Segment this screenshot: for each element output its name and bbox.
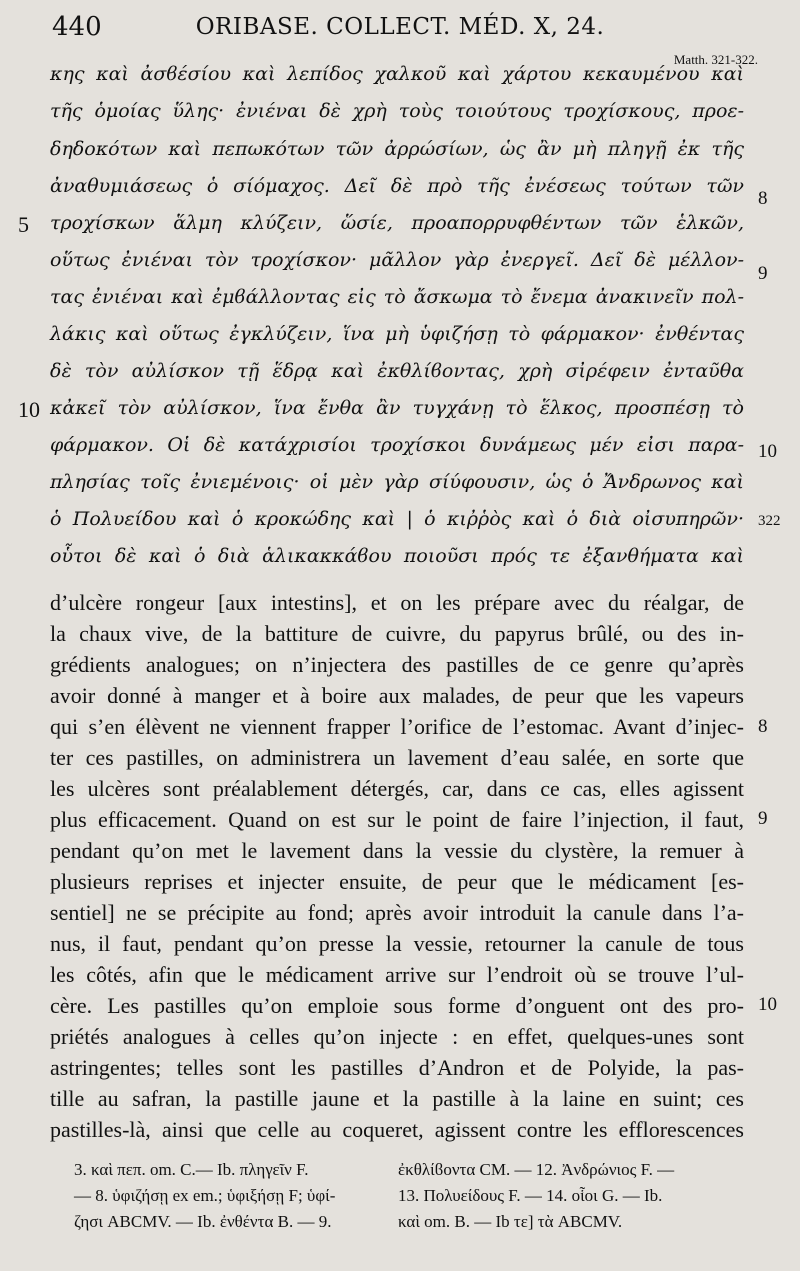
- greek-line: τας ἐνιέναι καὶ ἐμϐάλλοντας εἰς τὸ ἄσκωμα τὸ ἔνεμα ἀνακινεῖν πολ-: [50, 286, 744, 308]
- footnote-line: καὶ om. B. — Ib τε] τὰ ABCMV.: [398, 1212, 623, 1231]
- greek-line: φάρμακον. Οἱ δὲ κατάχρισίοι τροχίσκοι δυνάμεως μέν εἰσι παρα-: [50, 434, 744, 456]
- greek-line: οὕτως ἐνιέναι τὸν τροχίσκον· μᾶλλον γὰρ ἐνεργεῖ. Δεῖ δὲ μέλλον-: [50, 249, 744, 271]
- margin-number: 8: [758, 716, 768, 737]
- french-line: les côtés, afin que le médicament arrive sur l’endroit où se trouve l’ul-: [50, 962, 744, 987]
- footnote-line: 3. καὶ πεπ. om. C.— Ib. πληγεῖν F.: [74, 1160, 309, 1179]
- running-title: ORIBASE. COLLECT. MÉD. X, 24.: [195, 14, 605, 40]
- greek-line: δὲ τὸν αὐλίσκον τῇ ἕδρᾳ καὶ ἐκθλίϐοντας, χρὴ σἰρέφειν ἐνταῦθα: [50, 360, 744, 382]
- footnote-line: 13. Πολυείδους F. — 14. οἷοι G. — Ib.: [398, 1186, 663, 1205]
- greek-line: ἀναθυμιάσεως ὁ σίόμαχος. Δεῖ δὲ πρὸ τῆς ἐνέσεως τούτων τῶν: [50, 175, 744, 197]
- greek-line: οὗτοι δὲ καὶ ὁ διὰ ἁλικακκάϐου ποιοῦσι πρός τε ἐξανθήματα καὶ: [50, 545, 744, 567]
- french-line: tille au safran, la pastille jaune et la pastille à la laine en suint; ces: [50, 1086, 744, 1111]
- greek-line: τῆς ὁμοίας ὕλης· ἐνιέναι δὲ χρὴ τοὺς τοιούτους τροχίσκους, προε-: [50, 100, 744, 122]
- french-line: cère. Les pastilles qu’on emploie sous forme d’onguent ont des pro-: [50, 993, 744, 1018]
- margin-number: 9: [758, 263, 768, 284]
- greek-line-number: 5: [18, 212, 29, 237]
- french-line: sentiel] ne se précipite au fond; après avoir introduit la canule dans l’a-: [50, 900, 744, 925]
- french-line: pastilles-là, ainsi que celle au coqueret, agissent contre les efflorescences: [50, 1117, 744, 1142]
- french-line: avoir donné à manger et à boire aux malades, de peur que les vapeurs: [50, 683, 744, 708]
- margin-number: 10: [758, 441, 777, 462]
- footnote-line: — 8. ὑφιζήσῃ ex em.; ὑφιξήσῃ F; ὑφί-: [74, 1186, 336, 1205]
- french-line: plusieurs reprises et injecter ensuite, de peur que le médicament [es-: [50, 869, 744, 894]
- greek-line: κης καὶ ἀσϐέσίου καὶ λεπίδος χαλκοῦ καὶ χάρτου κεκαυμένου καὶ: [50, 63, 744, 85]
- edition-reference: Matth. 321-322.: [673, 52, 758, 67]
- french-line: plus efficacement. Quand on est sur le point de faire l’injection, il faut,: [50, 807, 744, 832]
- footnote-line: ζησι ABCMV. — Ib. ἐνθέντα B. — 9.: [74, 1212, 332, 1231]
- margin-number: 322: [758, 513, 781, 529]
- french-line: qui s’en élèvent ne viennent frapper l’orifice de l’estomac. Avant d’injec-: [50, 714, 744, 739]
- french-line: priétés analogues à celles qu’on injecte : en effet, quelques-unes sont: [50, 1024, 744, 1049]
- french-line: d’ulcère rongeur [aux intestins], et on les prépare avec du réalgar, de: [50, 590, 744, 615]
- margin-number: 9: [758, 808, 768, 829]
- margin-number: 8: [758, 188, 768, 209]
- french-line: ter ces pastilles, on administrera un lavement d’eau salée, en sorte que: [50, 745, 744, 770]
- french-line: nus, il faut, pendant qu’on presse la vessie, retourner la canule de tous: [50, 931, 744, 956]
- french-line: grédients analogues; on n’injectera des pastilles de ce genre qu’après: [50, 652, 744, 677]
- page-header: [40, 8, 760, 67]
- greek-line: ὁ Πολυείδου καὶ ὁ κροκώδης καὶ | ὁ κιῤῥὸς καὶ ὁ διὰ οἰσυπηρῶν·: [50, 508, 744, 530]
- french-line: les ulcères sont préalablement détergés, car, dans ce cas, elles agissent: [50, 776, 744, 801]
- french-line: astringentes; telles sont les pastilles d’Andron et de Polyide, la pas-: [50, 1055, 744, 1080]
- french-line: la chaux vive, de la battiture de cuivre, du papyrus brûlé, ou des in-: [50, 621, 744, 646]
- greek-line: δηδοκότων καὶ πεπωκότων τῶν ἀρρώσίων, ὡς ἂν μὴ πληγῇ ἐκ τῆς: [50, 138, 744, 160]
- footnote-line: ἐκθλίϐοντα CM. — 12. Ἀνδρώνιος F. —: [398, 1160, 675, 1179]
- greek-line: τροχίσκων ἅλμη κλύζειν, ὥσίε, προαπορρυφθέντων τῶν ἑλκῶν,: [50, 212, 744, 234]
- margin-number: 10: [758, 994, 777, 1015]
- greek-line: πλησίας τοῖς ἐνιεμένοις· οἱ μὲν γὰρ σίύφουσιν, ὡς ὁ Ἄνδρωνος καὶ: [50, 471, 744, 493]
- greek-line: λάκις καὶ οὕτως ἐγκλύζειν, ἵνα μὴ ὑφιζήσῃ τὸ φάρμακον· ἐνθέντας: [50, 323, 744, 345]
- greek-line: κἀκεῖ τὸν αὐλίσκον, ἵνα ἔνθα ἂν τυγχάνῃ τὸ ἕλκος, προσπέσῃ τὸ: [50, 397, 744, 419]
- french-line: pendant qu’on met le lavement dans la vessie du clystère, la remuer à: [50, 838, 744, 863]
- greek-line-number: 10: [18, 397, 40, 422]
- page-number: 440: [52, 12, 102, 42]
